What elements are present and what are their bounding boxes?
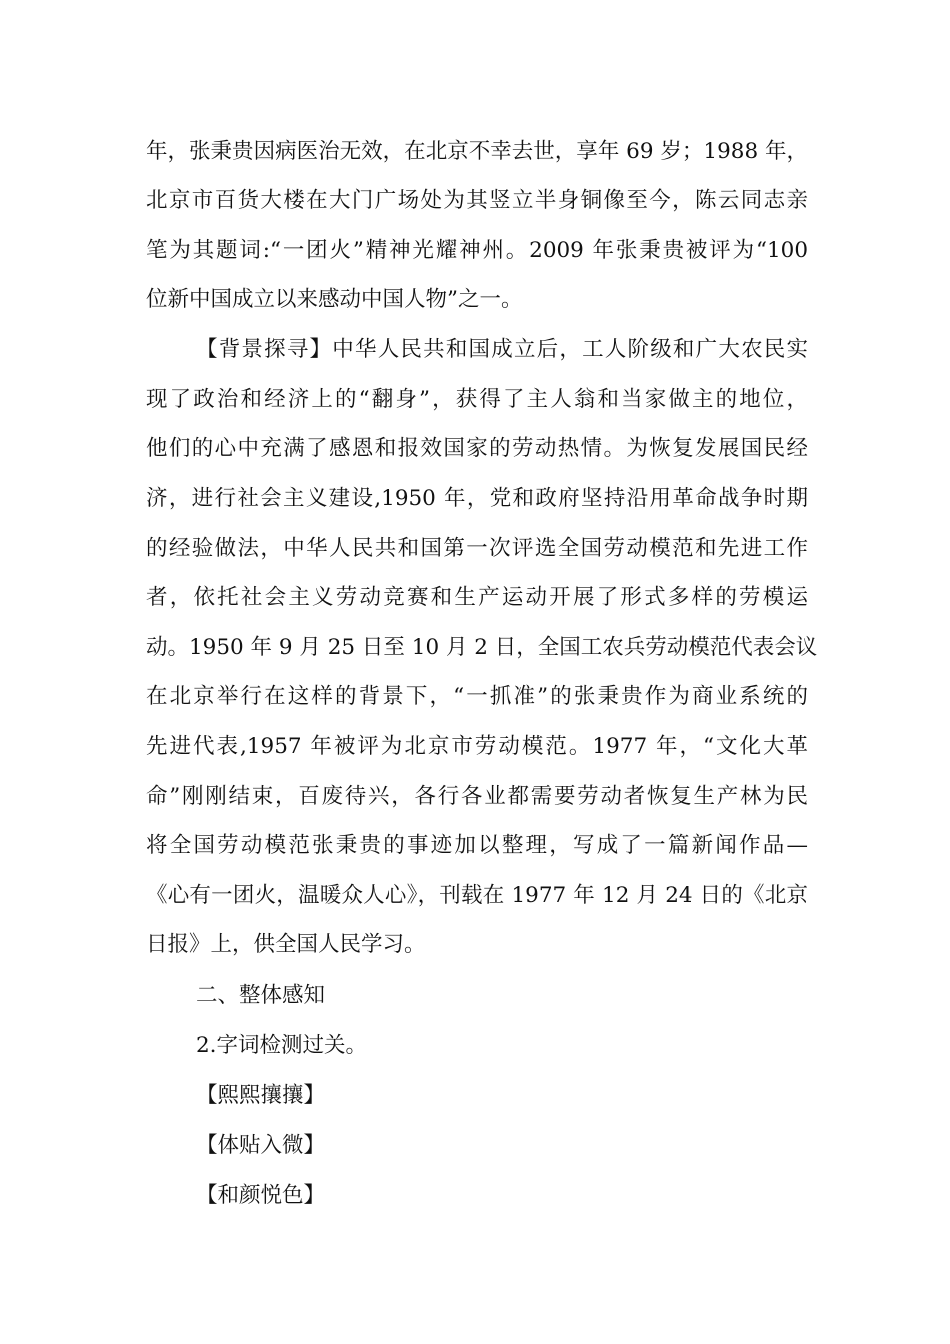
text-line: 北京市百货大楼在大门广场处为其竖立半身铜像至今，陈云同志亲 [146, 188, 808, 213]
text-line: 年，张秉贵因病医治无效，在北京不幸去世，享年 69 岁；1988 年， [146, 139, 808, 164]
list-item: 【熙熙攘攘】 [196, 1083, 326, 1108]
text-line: 笔为其题词:“一团火”精神光耀神州。2009 年张秉贵被评为“100 [146, 238, 808, 263]
text-line: 命”刚刚结束，百废待兴，各行各业都需要劳动者恢复生产林为民 [146, 784, 808, 809]
list-item: 【和颜悦色】 [196, 1183, 326, 1208]
text-line: 在北京举行在这样的背景下，“一抓准”的张秉贵作为商业系统的 [146, 684, 808, 709]
section-heading: 二、整体感知 [196, 983, 326, 1008]
text-line: 现了政治和经济上的“翻身”，获得了主人翁和当家做主的地位， [146, 387, 808, 412]
text-line: 者，依托社会主义劳动竞赛和生产运动开展了形式多样的劳模运 [146, 585, 808, 610]
text-line: 他们的心中充满了感恩和报效国家的劳动热情。为恢复发展国民经 [146, 436, 808, 461]
text-line: 的经验做法，中华人民共和国第一次评选全国劳动模范和先进工作 [146, 536, 808, 561]
subsection-heading: 2.字词检测过关。 [196, 1033, 368, 1058]
text-line: 动。1950 年 9 月 25 日至 10 月 2 日，全国工农兵劳动模范代表会议 [146, 635, 818, 660]
text-line: 位新中国成立以来感动中国人物”之一。 [146, 287, 523, 312]
text-line: 先进代表,1957 年被评为北京市劳动模范。1977 年，“文化大革 [146, 734, 808, 759]
list-item: 【体贴入微】 [196, 1133, 326, 1158]
text-line: 将全国劳动模范张秉贵的事迹加以整理，写成了一篇新闻作品— [146, 833, 808, 858]
text-line: 《心有一团火，温暖众人心》，刊载在 1977 年 12 月 24 日的《北京 [146, 883, 808, 908]
text-line: 日报》上，供全国人民学习。 [146, 932, 426, 957]
text-line: 【背景探寻】中华人民共和国成立后，工人阶级和广大农民实 [196, 337, 808, 362]
text-line: 济，进行社会主义建设,1950 年，党和政府坚持沿用革命战争时期 [146, 486, 808, 511]
